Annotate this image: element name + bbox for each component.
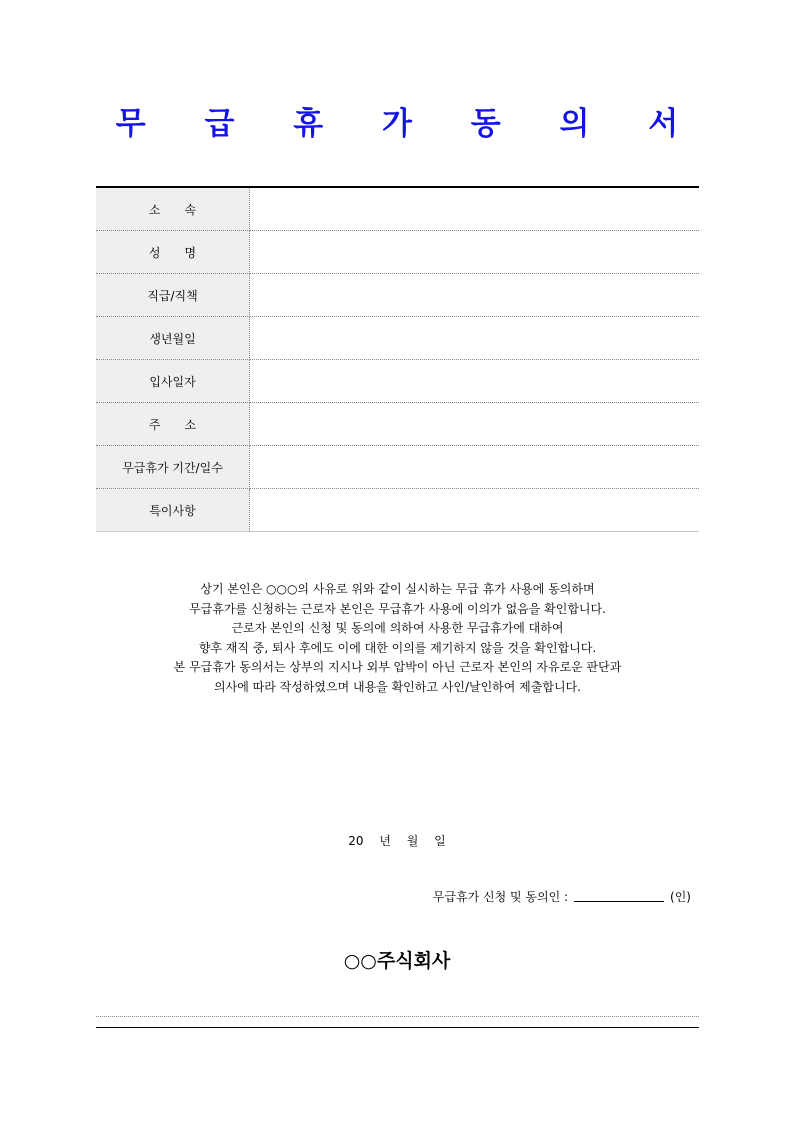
consent-statement [96,580,699,697]
signature-label: 무급휴가 신청 및 동의인 : [432,890,569,904]
table-row [96,360,699,403]
table-row [96,317,699,360]
footer-divider-dotted [96,1016,699,1017]
company-name: ○○주식회사 [343,950,451,972]
field-label-leave-period: 무급휴가 기간/일수 [96,446,250,489]
field-label-birthdate: 생년월일 [96,317,250,360]
field-value-address[interactable] [250,403,700,446]
table-row [96,446,699,489]
table-row [96,403,699,446]
statement-line: 본 무급휴가 동의서는 상부의 지시나 외부 압박이 아닌 근로자 본인의 자유로운 판단과 [173,660,622,674]
table-row [96,187,699,231]
field-label-position: 직급/직책 [96,274,250,317]
signature-line [433,888,691,905]
field-value-name[interactable] [250,231,700,274]
field-label-hire-date: 입사일자 [96,360,250,403]
field-value-department[interactable] [250,187,700,231]
field-value-leave-period[interactable] [250,446,700,489]
field-label-department: 소 속 [96,187,250,231]
statement-line: 근로자 본인의 신청 및 동의에 의하여 사용한 무급휴가에 대하여 [231,621,564,635]
statement-line: 무급휴가를 신청하는 근로자 본인은 무급휴가 사용에 이의가 없음을 확인합니다. [189,601,606,616]
statement-line: 의사에 따라 작성하였으며 내용을 확인하고 사인/날인하여 제출합니다. [214,679,581,694]
applicant-info-table [96,186,699,532]
table-row [96,274,699,317]
field-label-name: 성 명 [96,231,250,274]
field-value-remarks[interactable] [250,489,700,532]
signature-blank[interactable] [574,900,664,902]
field-value-birthdate[interactable] [250,317,700,360]
date-line: 20 년 월 일 [348,834,446,848]
table-row [96,231,699,274]
footer-divider-solid [96,1027,699,1028]
field-label-address: 주 소 [96,403,250,446]
document-title: 무 급 휴 가 동 의 서 [115,106,703,142]
field-value-position[interactable] [250,274,700,317]
field-value-hire-date[interactable] [250,360,700,403]
table-row [96,489,699,532]
field-label-remarks: 특이사항 [96,489,250,532]
statement-line: 상기 본인은 ○○○의 사유로 위와 같이 실시하는 무급 휴가 사용에 동의하며 [200,582,595,596]
statement-line: 향후 재직 중, 퇴사 후에도 이에 대한 이의를 제기하지 않을 것을 확인합니다. [198,640,597,655]
seal-mark: (인) [670,890,691,904]
